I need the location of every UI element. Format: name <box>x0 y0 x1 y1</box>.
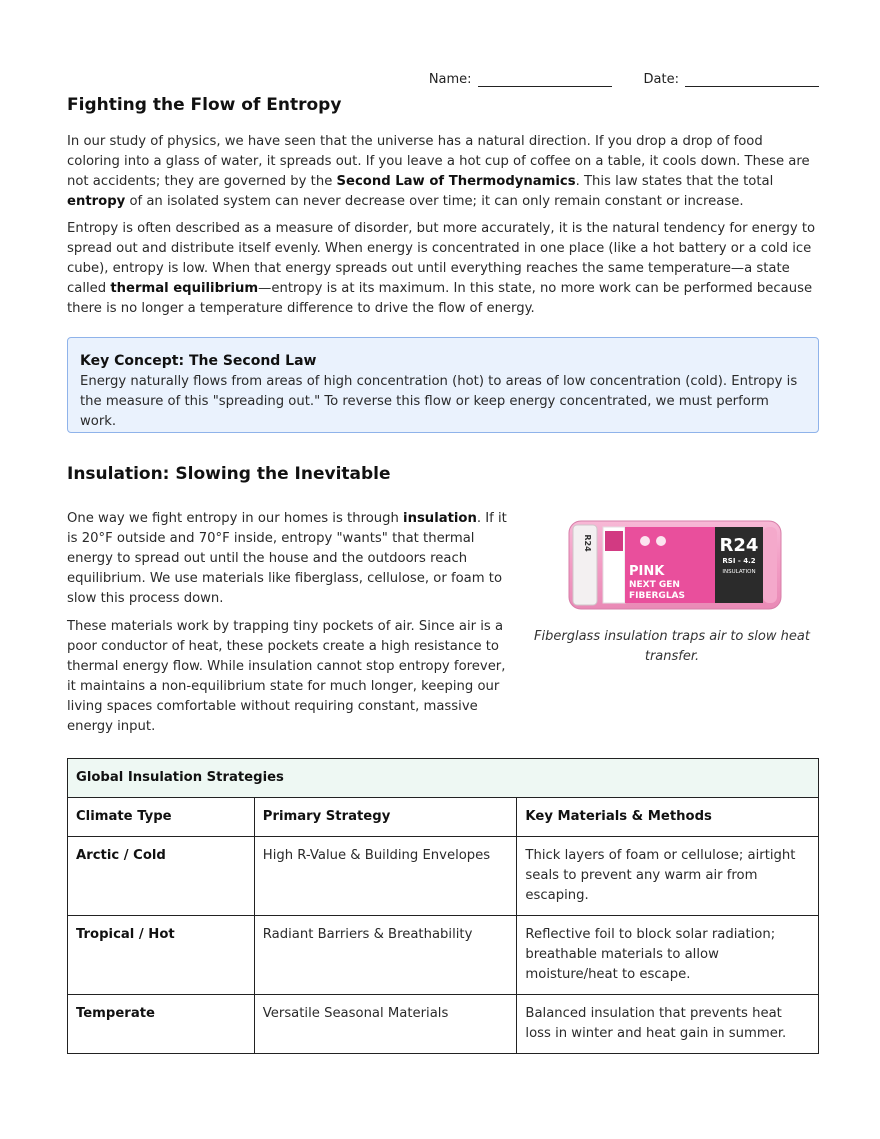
intro-paragraph-1: In our study of physics, we have seen that the universe has a natural direction. If you drop a drop of food coloring into a glass of water, it spreads out. If you leave a hot cup of coffee on a table, it cools down. These are not accidents; they are governed by the Second Law of Thermodynamics. This law states that the total entropy of an isolated system can never decrease over time; it can only remain constant or increase. <box>67 134 810 209</box>
date-label: Date: <box>643 72 679 87</box>
column-header: Climate Type <box>68 798 255 837</box>
column-header: Primary Strategy <box>254 798 517 837</box>
key-concept-title: Key Concept: The Second Law <box>80 353 317 369</box>
batt-side-label: R24 <box>583 534 592 552</box>
term-insulation: insulation <box>403 511 477 526</box>
batt-icon-1 <box>640 536 650 546</box>
intro-paragraph-2: Entropy is often described as a measure of disorder, but more accurately, it is the natural tendency for energy to spread out and distribute itself evenly. When energy is concentrated in one place (like a hot battery or a cold ice cube), entropy is low. When that energy spreads out until everything reaches the same temperature—a state called thermal equilibrium—entropy is at its maximum. In this state, no more work can be performed because there is no longer a temperature difference to drive the flow of energy. <box>67 221 816 316</box>
materials-cell: Balanced insulation that prevents heat loss in winter and heat gain in summer. <box>517 995 819 1054</box>
name-blank-line[interactable] <box>478 73 612 87</box>
climate-cell: Temperate <box>68 995 255 1054</box>
term-entropy: entropy <box>67 194 126 209</box>
insulation-paragraph-2: These materials work by trapping tiny pockets of air. Since air is a poor conductor of heat, these pockets create a high resistance to thermal energy flow. While insulation cannot stop entropy forever, it maintains a non-equilibrium state for much longer, keeping our living spaces comfortable without requiring constant, massive energy input. <box>67 619 506 734</box>
batt-insulation-label: INSULATION <box>722 569 756 575</box>
batt-rsi: RSI - 4.2 <box>722 557 756 565</box>
batt-pink-label: PINK <box>629 564 665 579</box>
term-second-law: Second Law of Thermodynamics <box>336 174 576 189</box>
name-label: Name: <box>428 72 472 87</box>
strategy-cell: Versatile Seasonal Materials <box>254 995 517 1054</box>
insulation-figure <box>525 513 819 667</box>
materials-cell: Thick layers of foam or cellulose; airtight seals to prevent any warm air from escaping. <box>517 837 819 916</box>
date-field[interactable] <box>644 72 819 87</box>
climate-cell: Arctic / Cold <box>68 837 255 916</box>
strategy-cell: Radiant Barriers & Breathability <box>254 916 517 995</box>
table-row <box>68 916 819 995</box>
date-blank-line[interactable] <box>685 73 819 87</box>
term-thermal-equilibrium: thermal equilibrium <box>110 281 259 296</box>
batt-logo <box>605 531 623 551</box>
batt-icon-2 <box>656 536 666 546</box>
batt-fiberglas-label: FIBERGLAS <box>629 591 686 601</box>
table-header-row <box>68 798 819 837</box>
name-field[interactable] <box>429 72 644 87</box>
name-date-header <box>429 72 819 87</box>
strategies-table <box>67 758 819 1054</box>
climate-cell: Tropical / Hot <box>68 916 255 995</box>
materials-cell: Reflective foil to block solar radiation; breathable materials to allow moisture/heat to escape. <box>517 916 819 995</box>
table-title-row <box>68 759 819 798</box>
key-concept-box <box>67 337 819 433</box>
figure-caption: Fiberglass insulation traps air to slow heat transfer. <box>534 629 810 664</box>
section-title-insulation: Insulation: Slowing the Inevitable <box>67 464 391 484</box>
batt-end-cap <box>763 527 777 603</box>
batt-rvalue: R24 <box>719 535 759 556</box>
page-title: Fighting the Flow of Entropy <box>67 95 342 115</box>
strategy-cell: High R-Value & Building Envelopes <box>254 837 517 916</box>
column-header: Key Materials & Methods <box>517 798 819 837</box>
batt-nextgen-label: NEXT GEN <box>629 580 680 590</box>
insulation-paragraph-1: One way we fight entropy in our homes is through insulation. If it is 20°F outside and 70°F inside, entropy "wants" that thermal energy to spread out until the house and the outdoors reach equilibrium. We use materials like fiberglass, cellulose, or foam to slow this process down. <box>67 511 507 606</box>
key-concept-body: Energy naturally flows from areas of high concentration (hot) to areas of low concentration (cold). Entropy is the measure of this "spreading out." To reverse this flow or keep energy concentrated, we must perform work. <box>80 374 798 429</box>
table-title: Global Insulation Strategies <box>68 759 819 798</box>
table-row <box>68 837 819 916</box>
table-row <box>68 995 819 1054</box>
insulation-batt-image <box>565 513 785 617</box>
